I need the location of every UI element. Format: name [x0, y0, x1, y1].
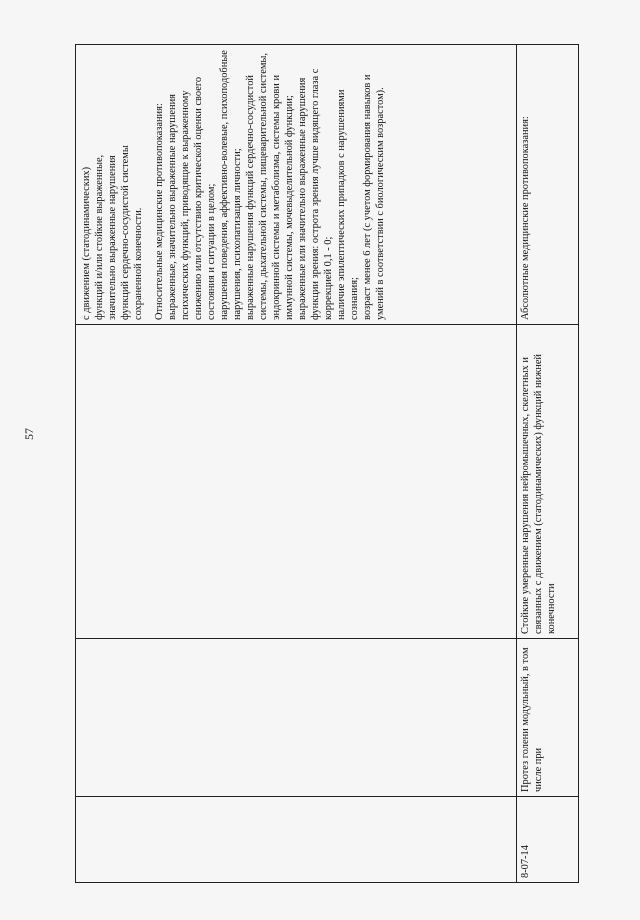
relative-item: выраженные, значительно выраженные нарушения психических функций, приводящие к выраженному снижению или отсутствию критической оценки своего состояния и ситуации в целом;	[167, 76, 217, 320]
continuation-line: с движением (статодинамических)	[81, 166, 92, 320]
cell-device-name: Протез голени модульный, в том числе при	[517, 639, 579, 797]
cell-indications-empty	[76, 325, 517, 639]
cell-code-empty	[76, 797, 517, 883]
page-number: 57	[22, 428, 36, 440]
relative-item: возраст менее 6 лет (с учетом формирования навыков и умений в соответствии с биологическим возрастом).	[362, 74, 386, 320]
continuation-line: значительно выраженные нарушения	[107, 155, 118, 320]
table-row-8-07-14	[517, 45, 579, 883]
medical-devices-table	[75, 44, 579, 883]
cell-indications: Стойкие умеренные нарушения нейромышечных, скелетных и связанных с движением (статодинамических) функций нижней конечности	[517, 325, 579, 639]
cell-name-empty	[76, 639, 517, 797]
relative-item: выраженные или значительно выраженные нарушения функции зрения: острота зрения лучше видящего глаза с коррекцией 0,1 - 0;	[297, 68, 334, 320]
cell-contraindications	[76, 45, 517, 325]
relative-item: выраженные нарушения функций сердечно-сосудистой системы, дыхательной системы, пищеварительной системы, эндокринной системы и метаболизма, системы крови и иммунной системы, мочевыделительной функции;	[245, 53, 295, 320]
relative-item: нарушения поведения, аффективно-волевые, психоподобные нарушения, психопатизация личности;	[219, 50, 243, 320]
rotated-table-container	[75, 45, 578, 883]
cell-absolute-contraindications: Абсолютные медицинские противопоказания:	[517, 45, 579, 325]
continuation-line: функций и/или стойкие выраженные,	[94, 154, 105, 320]
table-row-continuation	[76, 45, 517, 883]
continuation-line: функций сердечно-сосудистой системы	[120, 145, 131, 320]
relative-item: наличие эпилептических припадков с нарушениями сознания;	[336, 89, 360, 320]
cell-code: 8-07-14	[517, 797, 579, 883]
continuation-line: сохраненной конечности.	[133, 207, 144, 320]
contraindications-continuation	[80, 49, 145, 320]
relative-contraindications-heading: Относительные медицинские противопоказания:	[154, 103, 165, 320]
